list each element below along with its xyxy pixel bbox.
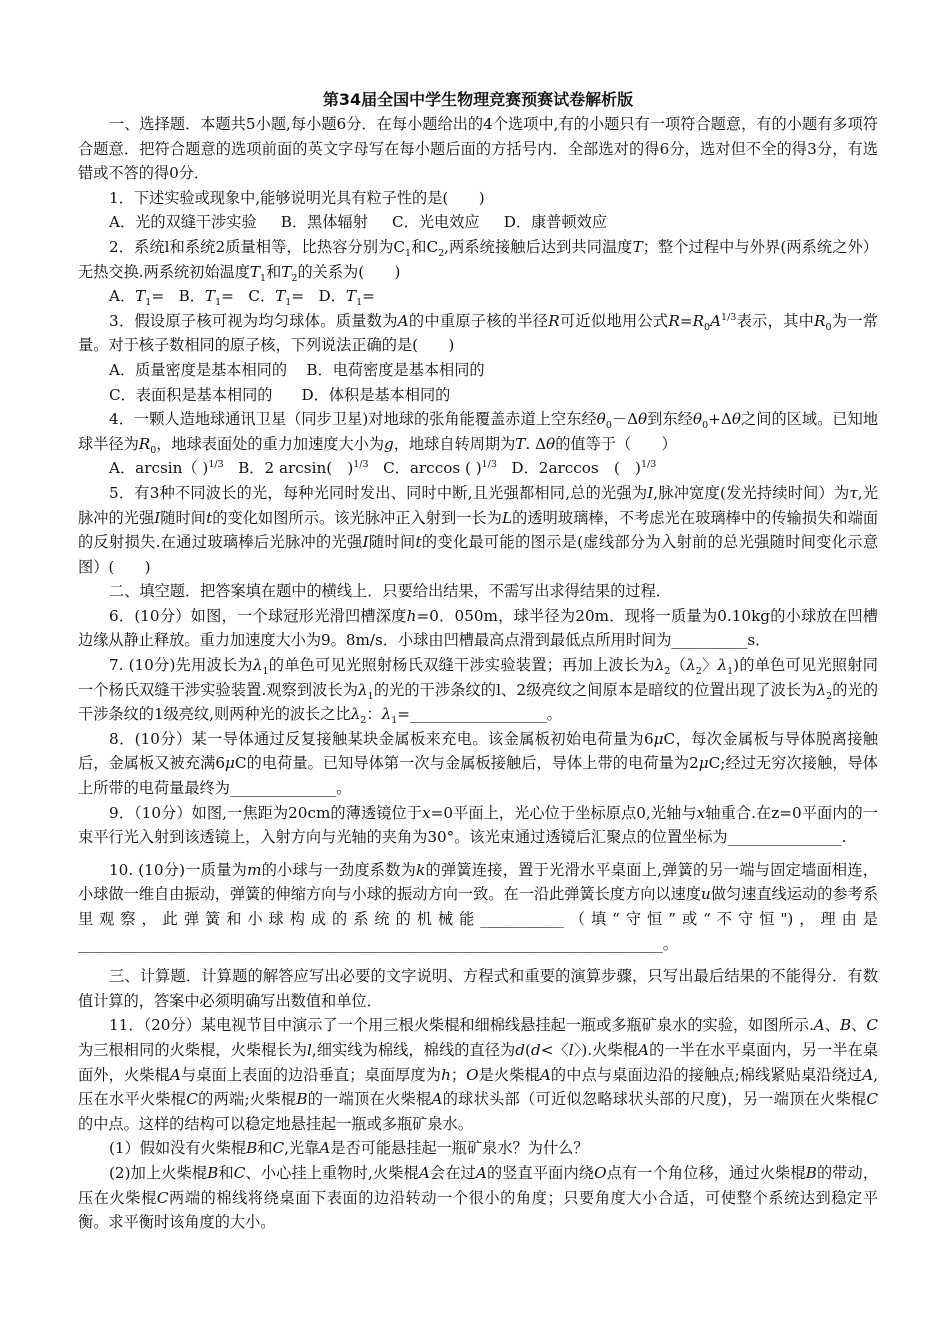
q3-option-b: B．电荷密度是基本相同的 bbox=[306, 360, 485, 379]
question-1-stem: 1．下述实验或现象中,能够说明光具有粒子性的是( ) bbox=[109, 188, 485, 207]
q2-option-d: D．$T_1=$ bbox=[318, 287, 375, 309]
section-2-intro: 二、填空题．把答案填在题中的横线上．只要给出结果，不需写出求得结果的过程． bbox=[109, 582, 671, 601]
question-7-stem: 7. (10分)先用波长为$\lambda_1$的单色可见光照射杨氏双缝干涉实验装置；再加上波长为$\lambda_2(\lambda_2$〉$\lambda_1$)的单色可见光照射同一个杨氏双缝干涉实验装置.观察到波长为$\lambda_1$的光的干涉条纹的l、2级亮纹之间原本是暗纹的位置出现了波长为$\lambda_2$的光的干涉条纹的1级亮纹,则两种光的波长之比$\lambda_2$：$\lambda_1=\_\_\_\_\_\_\_\_\_\_\_\_\_\_\_\_\_\_$。 bbox=[78, 656, 879, 727]
question-3-options-row-2 bbox=[78, 383, 878, 408]
question-3-options-row-1 bbox=[78, 358, 878, 383]
question-4-options bbox=[78, 456, 878, 481]
question-8-stem: 8．(10分）某一导体通过反复接触某块金属板来充电。该金属板初始电荷量为6μC，每次金属板与导体脱离接触后，金属板又被充满6μC的电荷量。已知导体第一次与金属板接触后，导体上带的电荷量为2μC;经过无穷次接触，导体上所带的电荷量最终为______________。 bbox=[78, 729, 878, 798]
question-3-stem: 3．假设原子核可视为均匀球体。质量数为A的中重原子核的半径R可近似地用公式$R=R_0A^{1/3}$表示，其中$R_0$为一常量。对于核子数相同的原子核，下列说法正确的是( ) bbox=[78, 311, 878, 355]
q4-option-b: B．2 arcsin( )$^{1/3}$ bbox=[238, 459, 369, 478]
q1-option-c: C．光电效应 bbox=[392, 213, 480, 232]
document-page bbox=[78, 88, 878, 1235]
document-title: 第34届全国中学生物理竞赛预赛试卷解析版 bbox=[322, 90, 634, 109]
question-11-part-2: (2)加上火柴棍B和C、小心挂上重物时,火柴棍A会在过A的竖直平面内绕O点有一个角位移，通过火柴棍B的带动，压在火柴棍C两端的棉线将绕桌面下表面的边沿转动一个很小的角度；只要角度大小合适，可使整个系统达到稳定平衡。求平衡时该角度的大小。 bbox=[78, 1163, 879, 1232]
q2-option-a: A．$T_1=$ bbox=[109, 287, 165, 309]
q4-option-d: D．2arccos ( )$^{1/3}$ bbox=[511, 459, 657, 478]
q3-option-a: A．质量密度是基本相同的 bbox=[109, 360, 288, 379]
question-5-stem: 5．有3种不同波长的光，每种光同时发出、同时中断,且光强都相同,总的光强为I,脉冲宽度(发光持续时间）为τ,光脉冲的光强I随时间t的变化如图所示。该光脉冲正入射到一长为L的透明玻璃棒，不考虑光在玻璃棒中的传输损失和端面的反射损失.在通过玻璃棒后光脉冲的光强I随时间t的变化最可能的图示是(虚线部分为入射前的总光强随时间变化示意图）( ) bbox=[78, 483, 879, 576]
q4-option-a: A．arcsin（ )$^{1/3}$ bbox=[109, 459, 224, 478]
question-6-stem: 6．(10分）如图，一个球冠形光滑凹槽深度h=0．050m，球半径为20m．现将一质量为0.10kg的小球放在凹槽边缘从静止释放。重力加速度大小为9。8m/s．小球由凹槽最高点滑到最低点所用时间为__________s． bbox=[78, 606, 878, 650]
q2-option-b: B．$T_1=$ bbox=[178, 287, 234, 309]
section-1-intro: 一、选择题．本题共5小题,每小题6分．在每小题给出的4个选项中,有的小题只有一项符合题意，有的小题有多项符合题意．把符合题意的选项前面的英文字母写在每小题后面的方括号内．全部选对的得6分，选对但不全的得3分，有选错或不答的得0分． bbox=[78, 115, 878, 183]
q3-option-d: D．体积是基本相同的 bbox=[301, 385, 451, 404]
question-9-stem: 9．（10分）如图,一焦距为20cm的薄透镜位于x=0平面上，光心位于坐标原点0,光轴与x轴重合.在z=0平面内的一束平行光入射到该透镜上，入射方向与光轴的夹角为30°。该光束通过透镜后汇聚点的位置坐标为_______________. bbox=[78, 803, 878, 847]
question-2-options bbox=[78, 284, 878, 309]
q1-option-b: B．黑体辐射 bbox=[280, 213, 368, 232]
q2-option-c: C．$T_1=$ bbox=[248, 287, 305, 309]
q4-option-c: C．arccos ( )$^{1/3}$ bbox=[383, 459, 497, 478]
q1-option-a: A．光的双缝干涉实验 bbox=[109, 213, 257, 232]
section-3-intro: 三、计算题．计算题的解答应写出必要的文字说明、方程式和重要的演算步骤，只写出最后结果的不能得分．有数值计算的，答案中必须明确写出数值和单位． bbox=[78, 967, 878, 1010]
question-4-stem: 4．一颗人造地球通讯卫星（同步卫星)对地球的张角能覆盖赤道上空东经$\theta_0-\Delta\theta$到东经$\theta_0+\Delta\theta$之间的区域。已知地球半径为$R_0$，地球表面处的重力加速度大小为g，地球自转周期为T. Δθ的值等于（ ） bbox=[78, 410, 879, 456]
q1-option-d: D．康普顿效应 bbox=[503, 213, 608, 232]
q3-option-c: C．表面积是基本相同的 bbox=[109, 385, 273, 404]
question-10-stem: 10. (10分)一质量为m的小球与一劲度系数为k的弹簧连接，置于光滑水平桌面上,弹簧的另一端与固定墙面相连，小球做一维自由振动，弹簧的伸缩方向与小球的振动方向一致。在一沿此弹簧长度方向以速度u做匀速直线运动的参考系里观察，此弹簧和小球构成的系统的机械能___________（填“守恒”或“不守恒")，理由是_____________________________________________________________________________。 bbox=[78, 860, 879, 953]
question-11-stem: 11．（20分）某电视节目中演示了一个用三根火柴棍和细棉线悬挂起一瓶或多瓶矿泉水的实验，如图所示.A、B、C为三根相同的火柴棍，火柴棍长为l,细实线为棉线，棉线的直径为d(d<〈l〉).火柴棍A的一半在水平桌面内，另一半在桌面外，火柴棍A与桌面上表面的边沿垂直；桌面厚度为h；O是火柴棍A的中点与桌面边沿的接触点;棉线紧贴桌沿绕过A,压在水平火柴棍C的两端;火柴棍B的一端顶在火柴棍A的球状头部（可近似忽略球状头部的尺度)，另一端顶在火柴棍C的中点。这样的结构可以稳定地悬挂起一瓶或多瓶矿泉水。 bbox=[78, 1016, 879, 1133]
question-11-part-1: (1）假如没有火柴棍B和C,光靠A是否可能悬挂起一瓶矿泉水？为什么？ bbox=[109, 1139, 589, 1158]
question-1-options bbox=[78, 210, 878, 235]
question-2-stem: 2．系统l和系统2质量相等，比热容分别为$C_1$和$C_2$,两系统接触后达到共同温度T；整个过程中与外界(两系统之外）无热交换.两系统初始温度$T_1$和$T_2$的关系为( ) bbox=[78, 237, 878, 284]
